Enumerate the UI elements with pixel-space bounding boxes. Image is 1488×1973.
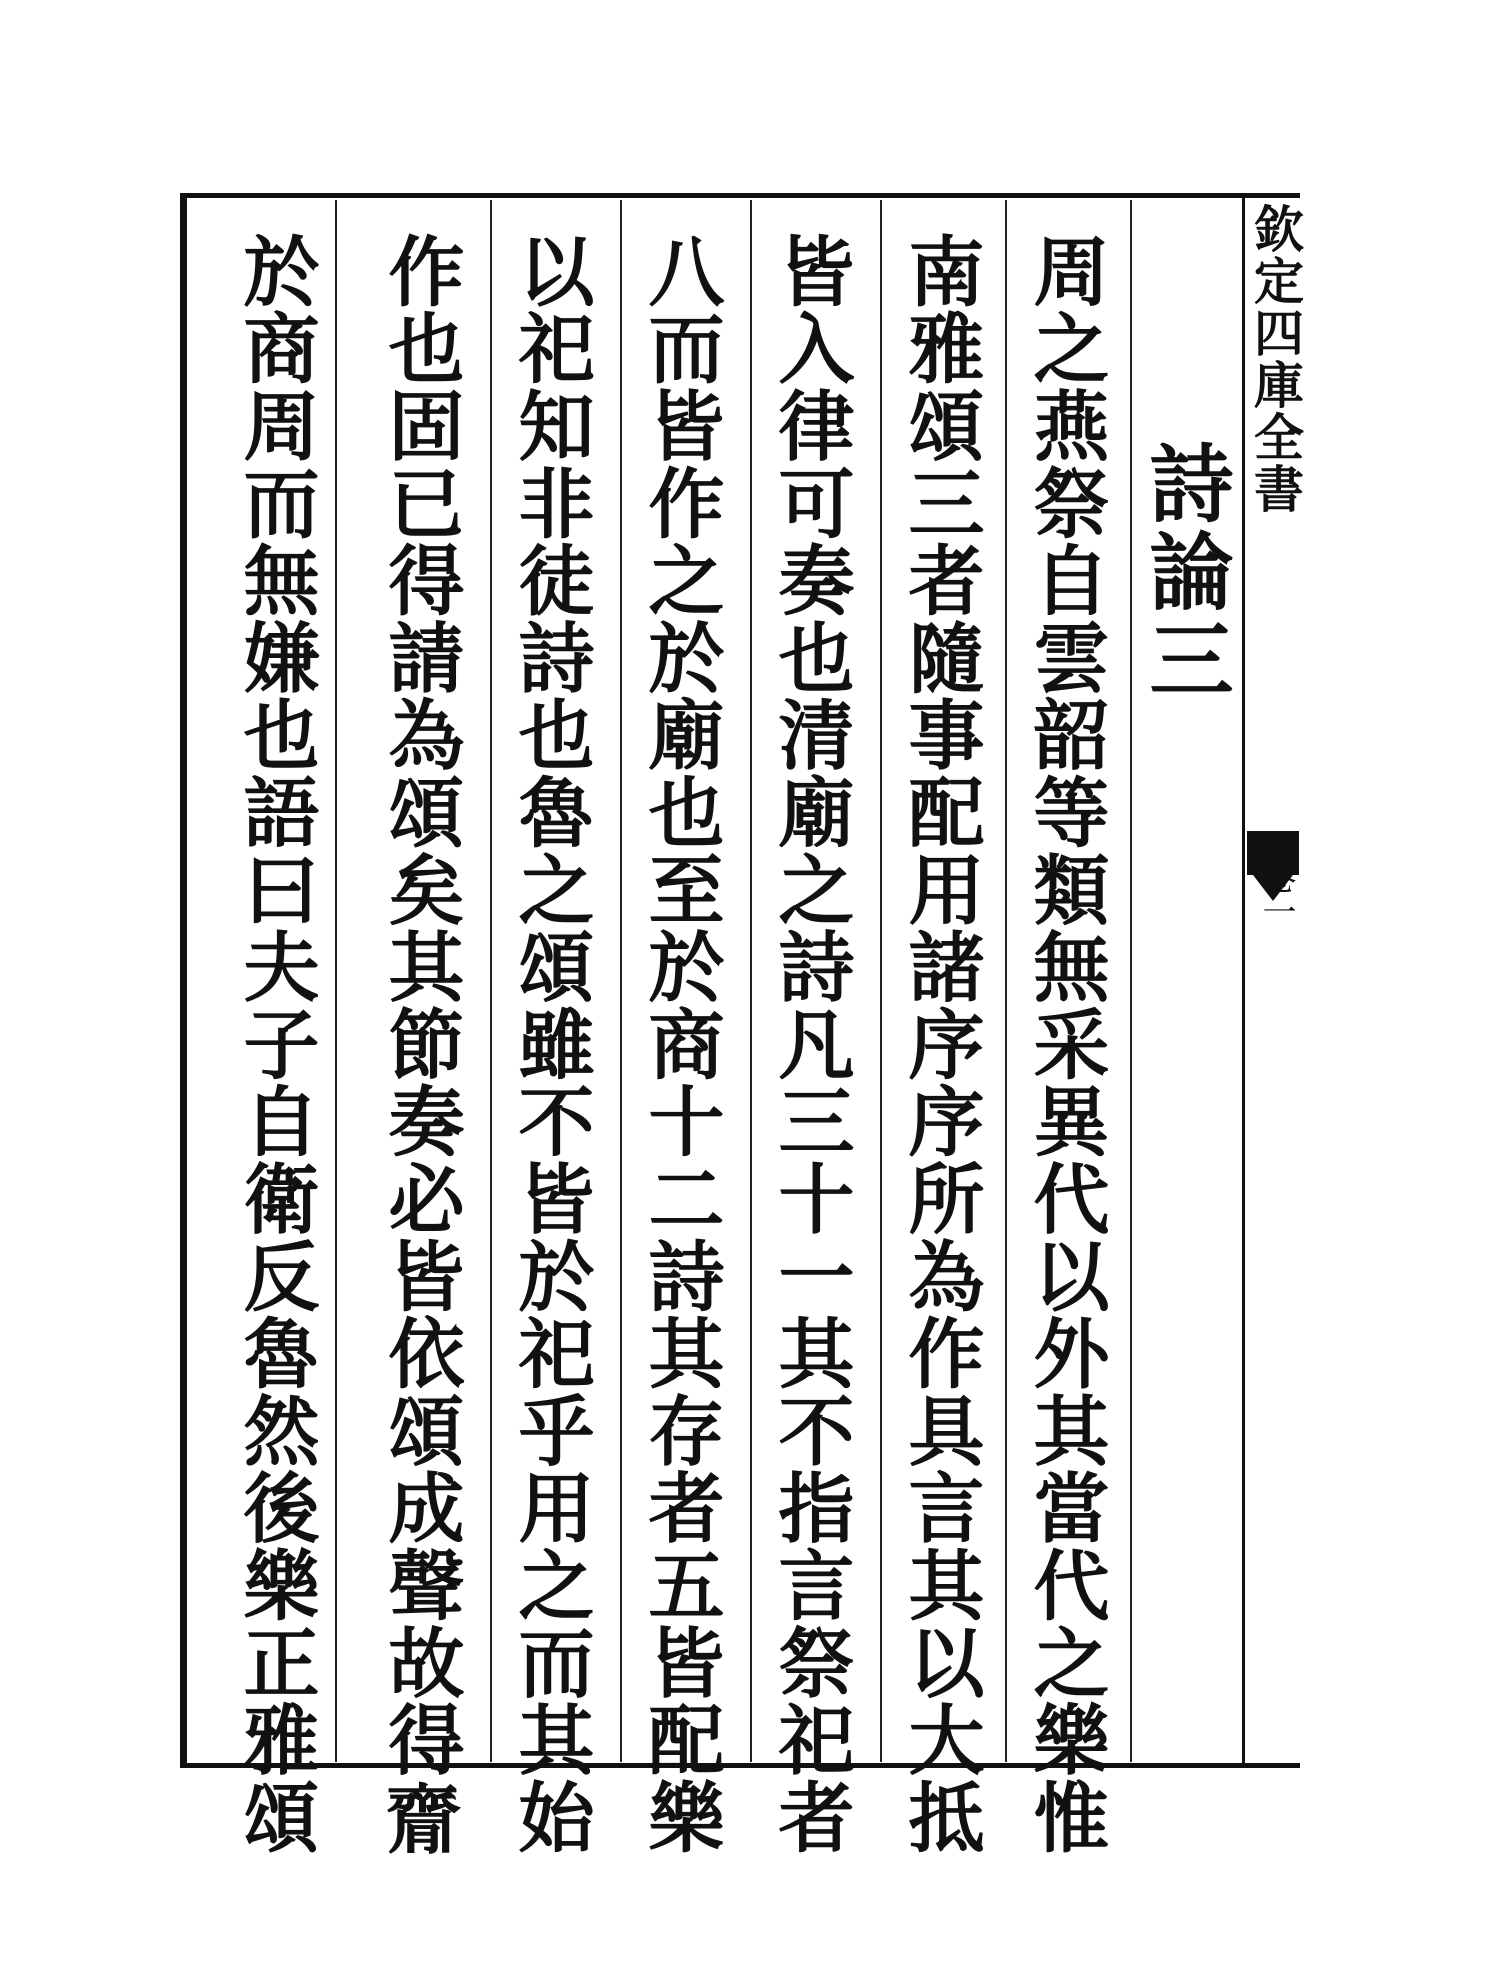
text-column: 於商周而無嫌也語曰夫子自衛反魯然後樂正雅頌 [231,232,320,1856]
text-column: 皆入律可奏也清廟之詩凡三十一其不指言祭祀者 [766,232,855,1856]
column-rule [490,200,492,1762]
juan-number: 卷一 [1256,860,1296,928]
text-column: 南雅頌三者隨事配用諸序序所為作具言其以大抵 [896,232,985,1856]
page-frame [180,193,1305,1856]
text-column: 作也固已得請為頌矣其節奏必皆依頌成聲故得𪗇 [376,232,465,1856]
text-column: 周之燕祭自雲韶等類無采異代以外其當代之樂惟 [1021,232,1110,1856]
column-rule [1005,200,1007,1762]
column-rule [620,200,622,1762]
text-column: 以祀知非徒詩也魯之頌雖不皆於祀乎用之而其始 [506,232,595,1856]
section-heading: 詩論三 [1136,440,1235,704]
column-rule [335,200,337,1762]
column-rule [880,200,882,1762]
book-title: 欽定四庫全書 [1246,203,1305,515]
column-rule [1130,200,1132,1762]
text-column: 八而皆作之於廟也至於商十二詩其存者五皆配樂 [636,232,725,1856]
column-rule [750,200,752,1762]
